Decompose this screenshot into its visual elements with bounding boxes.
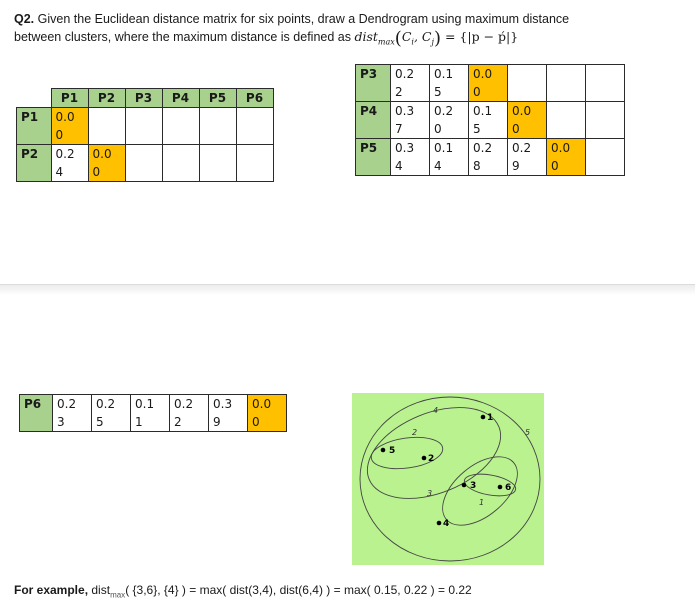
row-header-p2: P2 xyxy=(17,145,52,164)
point-5-marker xyxy=(381,448,386,453)
matrix-row-p4 xyxy=(356,102,625,121)
column-header-p2: P2 xyxy=(88,89,125,108)
cell-p3-p2-b: 5 xyxy=(430,83,469,102)
cell-p4-p1-b: 7 xyxy=(391,120,430,139)
point-label-4: 4 xyxy=(443,519,450,529)
point-label-2: 2 xyxy=(428,454,435,464)
column-header-p4: P4 xyxy=(162,89,199,108)
column-header-p6: P6 xyxy=(236,89,273,108)
merge-label-1: 1 xyxy=(479,498,485,507)
example-text: For example, dist$_{max}$( {3,6}, {4} ) = max( dist(3,4), dist(6,4) ) = max( 0.15, 0.22 ) = 0.22 xyxy=(14,583,472,600)
cell-p4-p2-a: 0.2 xyxy=(430,102,469,121)
cell-p4-p4-a: 0.0 xyxy=(508,102,547,121)
cell-p3-p3-a: 0.0 xyxy=(469,65,508,84)
question-label: Q2. xyxy=(14,12,35,26)
cell-p2-p1-b: 4 xyxy=(51,163,88,182)
matrix-row-p2 xyxy=(17,145,274,164)
point-4-marker xyxy=(437,521,442,526)
cell-p6-p5-a: 0.3 xyxy=(209,395,248,414)
example-prefix: For example, xyxy=(14,583,89,597)
distance-matrix-top-right xyxy=(355,64,625,176)
point-label-1: 1 xyxy=(487,413,494,423)
question-text xyxy=(14,11,654,51)
row-header-p3: P3 xyxy=(356,65,391,84)
cell-p2-p2-a: 0.0 xyxy=(88,145,125,164)
merge-label-4: 4 xyxy=(433,406,439,415)
matrix-row-p1 xyxy=(17,108,274,127)
row-header-p1: P1 xyxy=(17,108,52,127)
cell-p3-p3-b: 0 xyxy=(469,83,508,102)
cell-p6-p6-b: 0 xyxy=(248,413,287,432)
cell-p6-p4-a: 0.2 xyxy=(170,395,209,414)
cell-p5-p1-a: 0.3 xyxy=(391,139,430,158)
cluster-diagram xyxy=(352,393,544,565)
question-line-2-text: between clusters, where the maximum distance is defined as xyxy=(14,30,351,44)
matrix-header-row xyxy=(17,89,274,108)
merge-label-2: 2 xyxy=(412,428,418,437)
cell-p3-p1-a: 0.2 xyxy=(391,65,430,84)
question-line-1 xyxy=(14,11,654,28)
merge-label-3: 3 xyxy=(427,489,433,498)
column-header-p1: P1 xyxy=(51,89,88,108)
cell-p6-p6-a: 0.0 xyxy=(248,395,287,414)
point-6-marker xyxy=(498,485,503,490)
cell-p6-p5-b: 9 xyxy=(209,413,248,432)
cell-p4-p3-a: 0.1 xyxy=(469,102,508,121)
cell-p5-p4-b: 9 xyxy=(508,157,547,176)
cell-p5-p5-b: 0 xyxy=(547,157,586,176)
cell-p2-p1-a: 0.2 xyxy=(51,145,88,164)
cell-p6-p2-a: 0.2 xyxy=(92,395,131,414)
cell-p3-p2-a: 0.1 xyxy=(430,65,469,84)
column-header-p5: P5 xyxy=(199,89,236,108)
cell-p4-p3-b: 5 xyxy=(469,120,508,139)
point-1-marker xyxy=(481,415,486,420)
cell-p3-p1-b: 2 xyxy=(391,83,430,102)
matrix-row-p6 xyxy=(20,395,287,414)
distance-matrix-bottom xyxy=(19,394,287,432)
cell-p6-p2-b: 5 xyxy=(92,413,131,432)
distance-formula: $dist_{max}(C_i$, $C_j) = \{|p$ − ṕ|} xyxy=(354,28,519,49)
cell-p6-p1-b: 3 xyxy=(53,413,92,432)
cell-p5-p1-b: 4 xyxy=(391,157,430,176)
matrix-row-p5 xyxy=(356,139,625,158)
row-header-p4: P4 xyxy=(356,102,391,121)
cell-p1-p1-a: 0.0 xyxy=(51,108,88,127)
cell-p5-p2-b: 4 xyxy=(430,157,469,176)
page-divider xyxy=(0,284,695,295)
question-line-2 xyxy=(14,28,654,51)
cluster-diagram-background xyxy=(352,393,544,565)
cell-p5-p2-a: 0.1 xyxy=(430,139,469,158)
cell-p6-p3-a: 0.1 xyxy=(131,395,170,414)
cell-p4-p4-b: 0 xyxy=(508,120,547,139)
matrix-row-p3 xyxy=(356,65,625,84)
point-2-marker xyxy=(422,456,427,461)
row-header-p5: P5 xyxy=(356,139,391,158)
cell-p6-p1-a: 0.2 xyxy=(53,395,92,414)
cell-p4-p1-a: 0.3 xyxy=(391,102,430,121)
cell-p5-p3-b: 8 xyxy=(469,157,508,176)
cell-p5-p5-a: 0.0 xyxy=(547,139,586,158)
point-label-6: 6 xyxy=(505,483,512,493)
distance-matrix-top-left xyxy=(16,88,274,182)
point-label-3: 3 xyxy=(470,481,477,491)
cell-p5-p4-a: 0.2 xyxy=(508,139,547,158)
cell-p1-p1-b: 0 xyxy=(51,126,88,145)
merge-label-5: 5 xyxy=(525,428,531,437)
cell-p4-p2-b: 0 xyxy=(430,120,469,139)
cell-p6-p3-b: 1 xyxy=(131,413,170,432)
cell-p2-p2-b: 0 xyxy=(88,163,125,182)
question-line-1-text: Given the Euclidean distance matrix for six points, draw a Dendrogram using maximum distance xyxy=(37,12,570,26)
point-label-5: 5 xyxy=(389,446,396,456)
column-header-p3: P3 xyxy=(125,89,162,108)
cell-p6-p4-b: 2 xyxy=(170,413,209,432)
row-header-p6: P6 xyxy=(20,395,53,414)
cell-p5-p3-a: 0.2 xyxy=(469,139,508,158)
point-3-marker xyxy=(462,483,467,488)
